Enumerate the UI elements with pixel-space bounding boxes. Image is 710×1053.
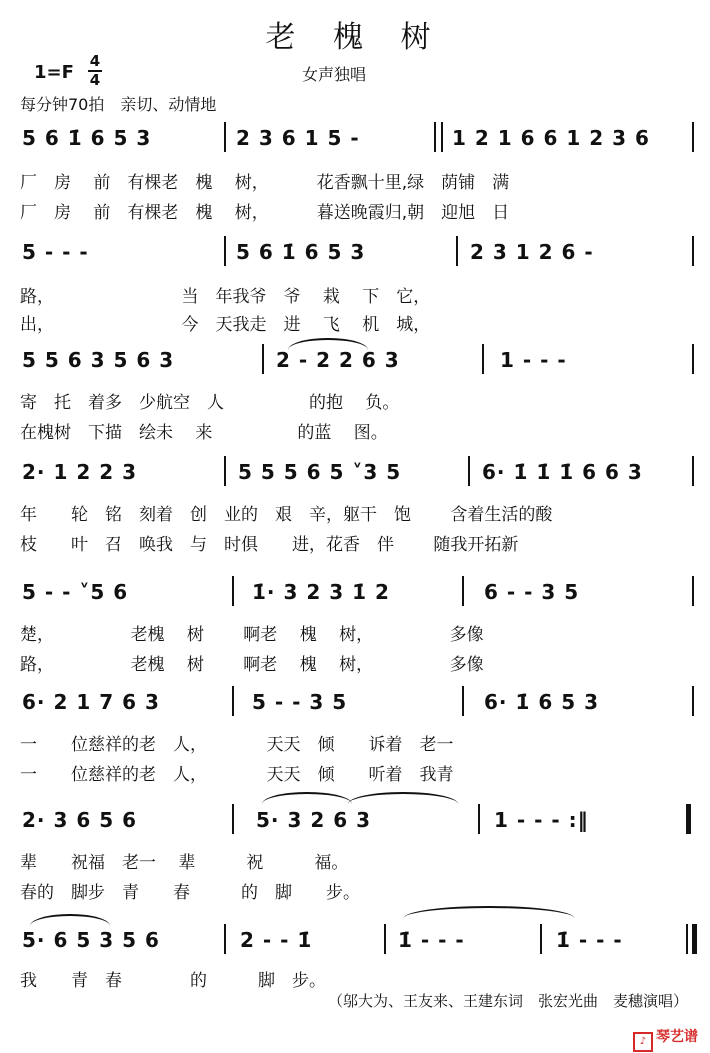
- notes-system-6-m1: 6· 2 1 7 6 3: [22, 690, 160, 714]
- notes-system-3-m3: 1 - - -: [500, 348, 567, 372]
- lyrics-system-5-verse-1: 楚， 老槐 树 啊老 槐 树， 多像: [20, 625, 484, 645]
- lyrics-system-3-verse-2: 在槐树 下描 绘未 来 的蓝 图。: [20, 423, 388, 443]
- notes-system-3-m2: 2 - 2 2 6 3: [276, 348, 400, 372]
- barline: [468, 456, 470, 486]
- barline: [692, 456, 694, 486]
- barline: [232, 804, 234, 834]
- lyrics-system-3-verse-1: 寄 托 着多 少航空 人 的抱 负。: [20, 393, 400, 413]
- barline: [692, 344, 694, 374]
- lyrics-system-5-verse-2: 路， 老槐 树 啊老 槐 树， 多像: [20, 655, 484, 675]
- lyrics-system-8: 我 青 春 的 脚 步。: [20, 971, 326, 991]
- notes-system-5-m2: 1̇· 3 2 3 1̇ 2: [252, 580, 390, 604]
- performance-note: 女声独唱: [302, 65, 367, 84]
- barline: [692, 686, 694, 716]
- barline: [224, 924, 226, 954]
- notes-system-4-m1: 2· 1 2 2 3: [22, 460, 138, 484]
- logo-text: 琴艺谱: [656, 1029, 698, 1045]
- notes-system-6-m2: 5 - - 3 5: [252, 690, 348, 714]
- lyrics-system-7-verse-1: 辈 祝福 老一 辈 祝 福。: [20, 853, 349, 873]
- notes-system-4-m2: 5 5 5 6 5 ˅3 5: [238, 460, 402, 484]
- barline: [462, 576, 464, 606]
- barline: [224, 122, 226, 152]
- notes-system-8-m3: 1̇ - - -: [398, 928, 465, 952]
- barline: [434, 122, 436, 152]
- barline: [540, 924, 542, 954]
- barline: [686, 924, 688, 954]
- notes-system-1-m1: 5 6 1̇ 6 5 3: [22, 126, 152, 150]
- notes-system-3-m1: 5 5 6 3 5 6 3: [22, 348, 175, 372]
- credits: （邬大为、王友来、王建东词 张宏光曲 麦穗演唱）: [327, 992, 688, 1010]
- lyrics-system-2-verse-1: 路， 当 年我爷 爷 栽 下 它，: [20, 287, 431, 307]
- notes-system-2-m2: 5 6 1̇ 6 5 3: [236, 240, 366, 264]
- notes-system-4-m3: 6· 1̇ 1̇ 1̇ 6 6 3: [482, 460, 643, 484]
- barline: [692, 576, 694, 606]
- lyrics-system-6-verse-1: 一 位慈祥的老 人， 天天 倾 诉着 老一: [20, 735, 454, 755]
- barline: [441, 122, 443, 152]
- notes-system-7-m3: 1 - - - :‖: [494, 808, 589, 832]
- slur: [348, 792, 458, 804]
- lyrics-system-1-verse-1: 厂 房 前 有棵老 槐 树， 花香飘十里,绿 荫铺 满: [20, 173, 510, 193]
- notes-system-1-m3: 1 2 1 6 6 1 2 3 6: [452, 126, 650, 150]
- logo-icon: ♪: [633, 1032, 653, 1052]
- notes-system-5-m3: 6 - - 3 5: [484, 580, 580, 604]
- notes-system-7-m1: 2· 3 6 5 6: [22, 808, 138, 832]
- notes-system-8-m4: 1̇ - - -: [556, 928, 623, 952]
- lyrics-system-6-verse-2: 一 位慈祥的老 人， 天天 倾 听着 我青: [20, 765, 454, 785]
- notes-system-6-m3: 6· 1̇ 6 5 3: [484, 690, 600, 714]
- barline: [262, 344, 264, 374]
- notes-system-2-m1: 5 - - -: [22, 240, 89, 264]
- time-top: 4: [89, 52, 101, 70]
- barline: [384, 924, 386, 954]
- notes-system-8-m2: 2 - - 1̇: [240, 928, 313, 952]
- song-title: 老 槐 树: [265, 20, 445, 55]
- lyrics-system-4-verse-1: 年 轮 铭 刻着 创 业的 艰 辛，躯干 饱 含着生活的酸: [20, 505, 553, 525]
- notes-system-5-m1: 5 - - ˅5 6: [22, 580, 129, 604]
- lyrics-system-7-verse-2: 春的 脚步 青 春 的 脚 步。: [20, 883, 360, 903]
- time-signature: [88, 54, 102, 88]
- lyrics-system-4-verse-2: 枝 叶 召 唤我 与 时俱 进，花香 伴 随我开拓新: [20, 535, 519, 555]
- lyrics-system-2-verse-2: 出， 今 天我走 进 飞 机 城，: [20, 315, 431, 335]
- slur: [30, 914, 110, 926]
- barline: [232, 576, 234, 606]
- barline: [692, 236, 694, 266]
- barline: [232, 686, 234, 716]
- barline: [456, 236, 458, 266]
- barline: [224, 456, 226, 486]
- tempo-marking: 每分钟70拍 亲切、动情地: [20, 95, 217, 114]
- time-bottom: 4: [89, 71, 101, 89]
- barline: [478, 804, 480, 834]
- barline: [692, 122, 694, 152]
- slur: [404, 906, 574, 918]
- barline: [224, 236, 226, 266]
- slur: [262, 792, 352, 804]
- notes-system-2-m3: 2 3 1 2 6 -: [470, 240, 594, 264]
- barline: [462, 686, 464, 716]
- notes-system-1-m2: 2 3 6 1 5 -: [236, 126, 360, 150]
- notes-system-8-m1: 5· 6 5 3 5 6: [22, 928, 160, 952]
- watermark-logo: [633, 1026, 698, 1052]
- final-barline: [692, 924, 697, 954]
- lyrics-system-1-verse-2: 厂 房 前 有棵老 槐 树， 暮送晚霞归,朝 迎旭 日: [20, 203, 510, 223]
- key-signature: 1=F: [34, 62, 74, 83]
- barline: [482, 344, 484, 374]
- repeat-end-barline: [686, 804, 691, 834]
- notes-system-7-m2: 5· 3 2 6 3: [256, 808, 372, 832]
